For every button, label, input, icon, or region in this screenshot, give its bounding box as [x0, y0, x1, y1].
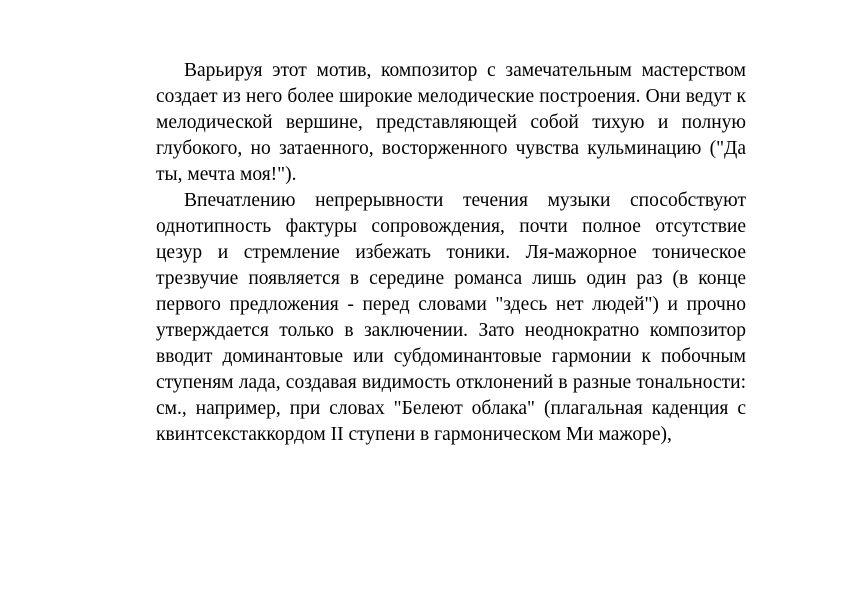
document-body: [156, 58, 746, 448]
paragraph-2: Впечатлению непрерывности течения музыки способствуют однотипность фактуры сопровождения, почти полное отсутствие цезур и стремление избежать тоники. Ля-мажорное тоническое трезвучие появляется в середине романса лишь один раз (в конце первого предложения - перед словами "здесь нет людей") и прочно утверждается только в заключении. Зато неоднократно композитор вводит доминантовые или субдоминантовые гармонии к побочным ступеням лада, создавая видимость отклонений в разные тональности: см., например, при словах "Белеют облака" (плагальная каденция с квинтсекстаккордом II ступени в гармоническом Ми мажоре),: [156, 190, 746, 445]
paragraph-1: Варьируя этот мотив, композитор с замечательным мастерством создает из него более широкие мелодические построения. Они ведут к мелодической вершине, представляющей собой тихую и полную глубокого, но затаенного, восторженного чувства кульминацию ("Да ты, мечта моя!").: [156, 60, 746, 185]
